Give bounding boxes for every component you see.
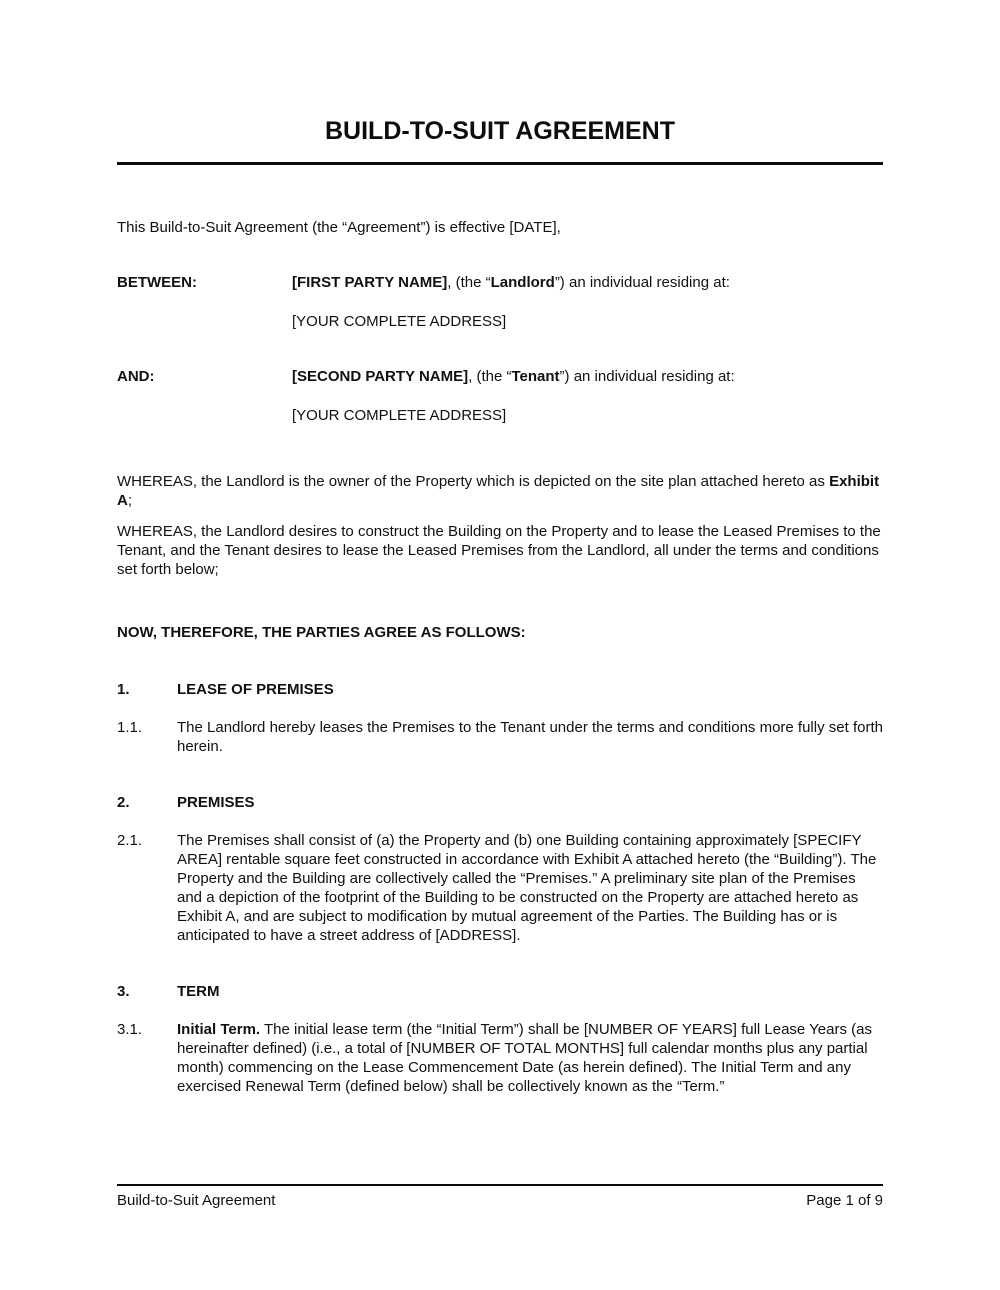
whereas-1-text: WHEREAS, the Landlord is the owner of the Property which is depicted on the site plan attached hereto as bbox=[117, 473, 830, 490]
section-number-1: 1. bbox=[117, 681, 130, 698]
agreement-statement: NOW, THEREFORE, THE PARTIES AGREE AS FOLLOWS: bbox=[117, 624, 526, 641]
first-party-name-placeholder: [FIRST PARTY NAME] bbox=[292, 274, 448, 291]
footer-document-title: Build-to-Suit Agreement bbox=[117, 1192, 276, 1209]
second-party-name-placeholder: [SECOND PARTY NAME] bbox=[292, 368, 469, 385]
clause-text-2-1: The Premises shall consist of (a) the Property and (b) one Building containing approximately [SPECIFY AREA] rentable square feet constructed in accordance with Exhibit A attached hereto (the “Building”). The Property and the Building are collectively called the “Premises.” A preliminary site plan of the Premises and a depiction of the footprint of the Building to be constructed on the Property are attached hereto as Exhibit A, and are subject to modification by mutual agreement of the Parties. The Building has or is anticipated to have a street address of [ADDRESS]. bbox=[177, 832, 877, 944]
section-number-2: 2. bbox=[117, 794, 130, 811]
whereas-clause-1 bbox=[117, 472, 883, 510]
section-number-3: 3. bbox=[117, 983, 130, 1000]
clause-number-2-1: 2.1. bbox=[117, 832, 143, 849]
intro-paragraph: This Build-to-Suit Agreement (the “Agreement”) is effective [DATE], bbox=[117, 219, 561, 236]
section-heading-2 bbox=[117, 793, 883, 812]
section-heading-1 bbox=[117, 680, 883, 699]
section-title-1: LEASE OF PREMISES bbox=[177, 681, 334, 698]
party-text: , (the “ bbox=[468, 368, 512, 385]
party-role-landlord: Landlord bbox=[490, 274, 555, 291]
party-role-tenant: Tenant bbox=[511, 368, 560, 385]
section-heading-3 bbox=[117, 982, 883, 1001]
party-label-and: AND: bbox=[117, 368, 155, 385]
party-text: ”) an individual residing at: bbox=[554, 274, 730, 291]
party-block-and bbox=[117, 367, 883, 425]
clause-number-1-1: 1.1. bbox=[117, 719, 143, 736]
section-title-2: PREMISES bbox=[177, 794, 255, 811]
party-address-landlord: [YOUR COMPLETE ADDRESS] bbox=[292, 313, 507, 330]
party-content-and bbox=[292, 367, 883, 425]
initial-term-lead: Initial Term. bbox=[177, 1021, 261, 1038]
clause-body-3-1: The initial lease term (the “Initial Term”) shall be [NUMBER OF YEARS] full Lease Years (as hereinafter defined) (i.e., a total of [NUMBER OF TOTAL MONTHS] full calendar months plus any partial month) commencing on the Lease Commencement Date (as herein defined). The Initial Term and any exercised Renewal Term (defined below) shall be collectively known as the “Term.” bbox=[177, 1021, 872, 1095]
whereas-clause-2: WHEREAS, the Landlord desires to construct the Building on the Property and to lease the Leased Premises to the Tenant, and the Tenant desires to lease the Leased Premises from the Landlord, all under the terms and conditions set forth below; bbox=[117, 523, 881, 578]
whereas-1-end: ; bbox=[127, 492, 133, 509]
page-title: BUILD-TO-SUIT AGREEMENT bbox=[325, 117, 675, 145]
clause-text-1-1: The Landlord hereby leases the Premises to the Tenant under the terms and conditions more fully set forth herein. bbox=[177, 719, 883, 755]
party-label-between: BETWEEN: bbox=[117, 274, 197, 291]
party-description-landlord bbox=[292, 273, 883, 292]
section-title-3: TERM bbox=[177, 983, 220, 1000]
party-block-between bbox=[117, 273, 883, 331]
page-footer bbox=[117, 1191, 883, 1210]
party-text: ”) an individual residing at: bbox=[559, 368, 735, 385]
clause-text-3-1 bbox=[177, 1020, 883, 1096]
footer-page-number: Page 1 of 9 bbox=[806, 1192, 883, 1209]
exhibit-a-reference: Exhibit A bbox=[117, 473, 880, 509]
clause-1-1 bbox=[117, 718, 883, 756]
party-address-tenant: [YOUR COMPLETE ADDRESS] bbox=[292, 407, 507, 424]
clause-number-3-1: 3.1. bbox=[117, 1021, 143, 1038]
party-content-between bbox=[292, 273, 883, 331]
clause-3-1 bbox=[117, 1020, 883, 1096]
footer-divider bbox=[117, 1184, 883, 1186]
clause-2-1 bbox=[117, 831, 883, 945]
title-divider bbox=[117, 162, 883, 165]
party-description-tenant bbox=[292, 367, 883, 386]
party-text: , (the “ bbox=[447, 274, 491, 291]
